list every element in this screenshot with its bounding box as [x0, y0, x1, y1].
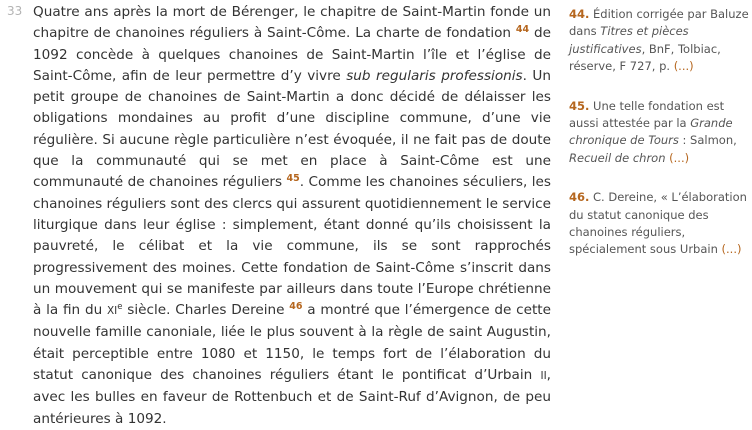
- footnote-number[interactable]: 46.: [569, 190, 590, 205]
- footnote-title: Titres et pièces justificatives: [569, 24, 689, 56]
- footnote-text: : Salmon,: [678, 133, 737, 148]
- pope-roman-numeral: II: [540, 370, 547, 383]
- text-segment: , avec les bulles en faveur de Rottenbuch et de Saint-Ruf d’Avignon, de peu antérieures à 1092.: [33, 367, 551, 427]
- text-segment: de 1092 concède à quelques chanoines de Saint-Martin l’île et l’église de Saint-Côme, afin de leur permettre d’y vivre: [33, 25, 551, 84]
- footnote-number[interactable]: 45.: [569, 98, 590, 113]
- main-paragraph: [33, 2, 551, 430]
- footnote-text: , BnF, Tolbiac, réserve, F 727, p.: [569, 41, 721, 74]
- footnote-more-link[interactable]: (...): [669, 150, 690, 165]
- paragraph-number: 33: [7, 4, 23, 18]
- footnote-text: Édition corrigée par Baluze dans: [569, 7, 749, 39]
- footnotes-sidebar: [569, 6, 751, 281]
- footnote-44: [569, 6, 751, 76]
- text-segment: Quatre ans après la mort de Bérenger, le chapitre de Saint-Martin fonde un chapitre de chanoines réguliers à Saint-Côme. La charte de fondation: [33, 4, 551, 42]
- footnote-more-link[interactable]: (...): [673, 59, 694, 74]
- footnote-ref-45[interactable]: 45: [286, 173, 300, 185]
- text-segment: . Comme les chanoines séculiers, les chanoines réguliers sont des clercs qui assurent quotidiennement le service liturgique dans leur église : simplement, étant donné qu’ils choisissent la pauvreté, le célibat et la vie commune, ils se sont rapprochés progressivement des moines. Cette fondation de Saint-Côme s’inscrit dans un mouvement qui se manifeste par ailleurs dans toute l’Europe chrétienne à la fin du: [33, 174, 551, 319]
- footnote-ref-46[interactable]: 46: [289, 301, 303, 313]
- text-segment: . Un petit groupe de chanoines de Saint-Martin a donc décidé de délaisser les obligations mondaines au profit d’une discipline commune, d’une vie régulière. Si aucune règle particulière n’est évoquée, il ne fait pas de doute que la communauté qui se met en place à Saint-Côme est une communauté de chanoines réguliers: [33, 67, 551, 191]
- footnote-number[interactable]: 44.: [569, 7, 590, 21]
- footnote-text: Une telle fondation est aussi attestée par la: [569, 98, 725, 131]
- footnote-title: Grande chronique de Tours: [569, 116, 733, 148]
- footnote-title: Recueil de chron: [569, 150, 666, 165]
- latin-phrase: sub regularis professionis: [346, 67, 523, 84]
- footnote-text: C. Dereine, « L’élaboration du statut canonique des chanoines réguliers, spécialement sous Urbain: [569, 190, 747, 257]
- footnote-ref-44[interactable]: 44: [515, 24, 530, 36]
- text-segment: a montré que l’émergence de cette nouvelle famille canoniale, liée le plus souvent à la règle de saint Augustin, était perceptible entre 1080 et 1150, le temps fort de l’élaboration du statut canonique des chanoines réguliers étant le pontificat d’Urbain: [33, 302, 551, 384]
- text-segment: siècle. Charles Dereine: [122, 302, 290, 319]
- paragraph-text: [33, 2, 551, 430]
- footnote-45: [569, 98, 751, 168]
- century-superscript: e: [117, 302, 123, 313]
- footnote-more-link[interactable]: (...): [721, 242, 742, 257]
- footnote-46: [569, 189, 751, 259]
- century-roman: XI: [106, 305, 118, 318]
